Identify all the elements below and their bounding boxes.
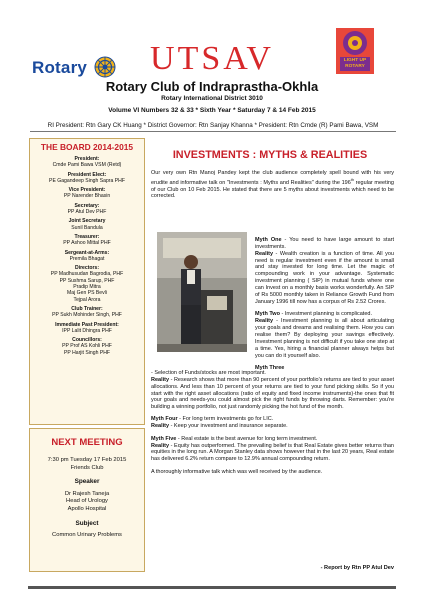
rotary-logo bbox=[32, 56, 124, 78]
reality-heading: Reality bbox=[151, 422, 170, 429]
article-full-width bbox=[151, 370, 394, 482]
article-column bbox=[255, 237, 394, 372]
myth-text: - You need to have large amount to start investments. bbox=[255, 237, 394, 250]
myth-five bbox=[151, 436, 394, 463]
next-meeting-panel bbox=[29, 428, 145, 572]
board-role: Secretary: bbox=[74, 202, 100, 209]
reality-text: - Investment planning is all about articulating your goals and dreams and realising them. How you can realise them? By deploying your savings effectively. Investment planning is not difficult if you take one step at a time. Yes, hiring a financial planner always helps but you can do it yourself also. bbox=[255, 318, 394, 359]
myth-text: - Real estate is the best avenue for long term investment. bbox=[176, 435, 318, 442]
board-role: Vice President: bbox=[68, 187, 106, 194]
district-line: Rotary International District 3010 bbox=[161, 95, 263, 102]
report-signature: - Report by Rtn PP Atul Dev bbox=[320, 565, 394, 571]
next-meeting-title: NEXT MEETING bbox=[51, 437, 123, 448]
reality-heading: Reality bbox=[255, 250, 274, 257]
board-role: President Elect: bbox=[67, 171, 107, 178]
meeting-time: 7:30 pm Tuesday 17 Feb 2015 bbox=[47, 457, 127, 463]
board-role: Immediate Past President: bbox=[55, 321, 119, 328]
rotary-logo-text: Rotary bbox=[32, 58, 88, 77]
board-title: THE BOARD 2014-2015 bbox=[40, 142, 134, 152]
article-title: INVESTMENTS : MYTHS & REALITIES bbox=[172, 149, 368, 161]
myth-heading: Myth Three bbox=[255, 365, 285, 372]
speaker-title: Head of Urology bbox=[66, 498, 108, 505]
intro-superscript: th bbox=[350, 177, 354, 182]
board-member: Premila Bhagat bbox=[69, 255, 105, 262]
footer-rule bbox=[28, 586, 396, 589]
board-member: PP Harjit Singh PHF bbox=[63, 349, 111, 356]
myth-heading: Myth Two bbox=[255, 311, 280, 318]
myth-one bbox=[255, 237, 394, 305]
myth-text: - Selection of Funds/stocks are most important. bbox=[151, 370, 266, 376]
board-member: PP Narender Bhasin bbox=[63, 193, 111, 200]
next-meeting-details bbox=[32, 457, 142, 540]
speaker-label: Speaker bbox=[74, 478, 100, 486]
intro-text: Our very own Rtn Manoj Pandey kept the club audience completely spell bound with his very erudite and informative talk on "Investments : Myths and Realities" during the 196 bbox=[151, 170, 394, 186]
board-panel bbox=[29, 138, 145, 425]
reality-heading: Reality bbox=[255, 318, 274, 325]
officers-line: RI President: Rtn Gary CK Huang * District Governor: Rtn Sanjay Khanna * President: Rtn Cmde (R) Pami Bawa, VSM bbox=[47, 122, 379, 129]
myth-heading: Myth Five bbox=[151, 435, 177, 442]
board-member: Pradip Mitra bbox=[73, 284, 101, 291]
reality-text: - Research shows that more than 90 percent of your portfolio's returns are tied to your asset allocations. And less than 10 percent of your returns are tied to your fund picking skills. So if you start with the right asset allocations (ratio of equity and fixed income instruments)-the ones that fit your goals and needs-you could almost pick the right funds by throwing darts. Remember: you're building a winning portfolio, not just randomly picking the hot fund of the month. bbox=[151, 376, 394, 411]
board-member: IPP Lalit Dhingra PHF bbox=[62, 327, 112, 334]
board-role: Directors: bbox=[74, 265, 100, 272]
myth-heading: Myth One bbox=[255, 237, 282, 243]
board-role: Joint Secretary bbox=[68, 218, 106, 225]
myth-three bbox=[151, 370, 394, 411]
newsletter-title: UTSAV bbox=[150, 40, 274, 77]
board-role: Councillors: bbox=[72, 337, 102, 344]
board-member: Sunil Bandula bbox=[71, 224, 103, 231]
board-member: Maj Gen PS Bevli bbox=[67, 290, 107, 297]
club-name: Rotary Club of Indraprastha-Okhla bbox=[105, 79, 319, 94]
reality-text: - Keep your investment and insurance separate. bbox=[169, 422, 288, 429]
myth-four bbox=[151, 416, 394, 430]
board-role: Treasurer: bbox=[74, 233, 100, 240]
subject-text: Common Urinary Problems bbox=[52, 532, 122, 539]
reality-text: - Wealth creation is a function of time. All you need is regular investment even if the amount is small and stay invested for long time. Let the magic of compounding work in your advantage. Systematic investment planning ( SIP) in mutual funds where one can Invest on a monthly basis works wonderfully. An SIP of Rs 5000 monthly taken in Reliance Growth Fund from January 1996 till now has a corpus of Rs 2.52 Crores. bbox=[255, 250, 394, 305]
board-member: PP Sukh Mohinder Singh, PHF bbox=[52, 312, 122, 319]
speaker-photo bbox=[157, 232, 247, 352]
board-member: PP Ashoo Mittal PHF bbox=[63, 240, 111, 247]
meeting-venue: Friends Club bbox=[70, 464, 104, 471]
closing-line: A thoroughly informative talk which was well received by the audience. bbox=[151, 469, 323, 476]
board-role: Sergeant-at-Arms: bbox=[64, 249, 110, 256]
board-role: President: bbox=[74, 156, 100, 162]
board-role: Club Trainer: bbox=[71, 305, 103, 312]
board-member: Tejpal Arora bbox=[73, 296, 101, 303]
subject-label: Subject bbox=[75, 519, 99, 527]
board-member: PP Sushma Sarup, PHF bbox=[59, 277, 115, 284]
myth-heading: Myth Four bbox=[151, 416, 178, 423]
article-intro bbox=[151, 170, 394, 200]
board-list bbox=[32, 156, 142, 356]
board-member: PP Prof AS Kohli PHF bbox=[62, 343, 112, 350]
board-member: PE Gagandeep Singh Sapra PHF bbox=[49, 177, 125, 184]
board-member: PP Madhusudan Bagrodia, PHF bbox=[50, 271, 124, 278]
board-member: Cmde Pami Bawa VSM (Retd) bbox=[52, 162, 122, 169]
volume-line: Volume VI Numbers 32 & 33 * Sixth Year * Saturday 7 & 14 Feb 2015 bbox=[108, 107, 316, 114]
board-member: PP Atul Dev PHF bbox=[67, 209, 107, 216]
badge-line-1: LIGHT UP bbox=[343, 58, 367, 63]
myth-text: - Investment planning is complicated. bbox=[279, 311, 372, 318]
myth-text: - For long term investments go for LIC. bbox=[177, 416, 274, 423]
speaker-name: Dr Rajesh Taneja bbox=[64, 490, 110, 497]
header-divider bbox=[30, 131, 396, 132]
myth-two bbox=[255, 311, 394, 359]
reality-heading: Reality bbox=[151, 376, 170, 383]
speaker-org: Apollo Hospital bbox=[67, 505, 107, 512]
badge-line-2: ROTARY bbox=[345, 64, 365, 69]
reality-heading: Reality bbox=[151, 442, 170, 449]
reality-text: - Equity has outperformed. The prevailing belief is that Real Estate gives better returns than equities in the long run. A Morgan Stanley data shows however that in the last 20 years, Real estate has delivered 6.2% return compare to 12.9% annual compounding return. bbox=[151, 442, 394, 463]
intro-text-cont: regular meeting of our Club on 10 Feb 2015. He stated that there are 5 myths about investments which need to be corrected. bbox=[151, 179, 394, 200]
speaker-at-podium-image bbox=[157, 232, 247, 352]
rotary-wheel-icon bbox=[94, 56, 116, 78]
light-up-rotary-badge bbox=[336, 28, 374, 74]
